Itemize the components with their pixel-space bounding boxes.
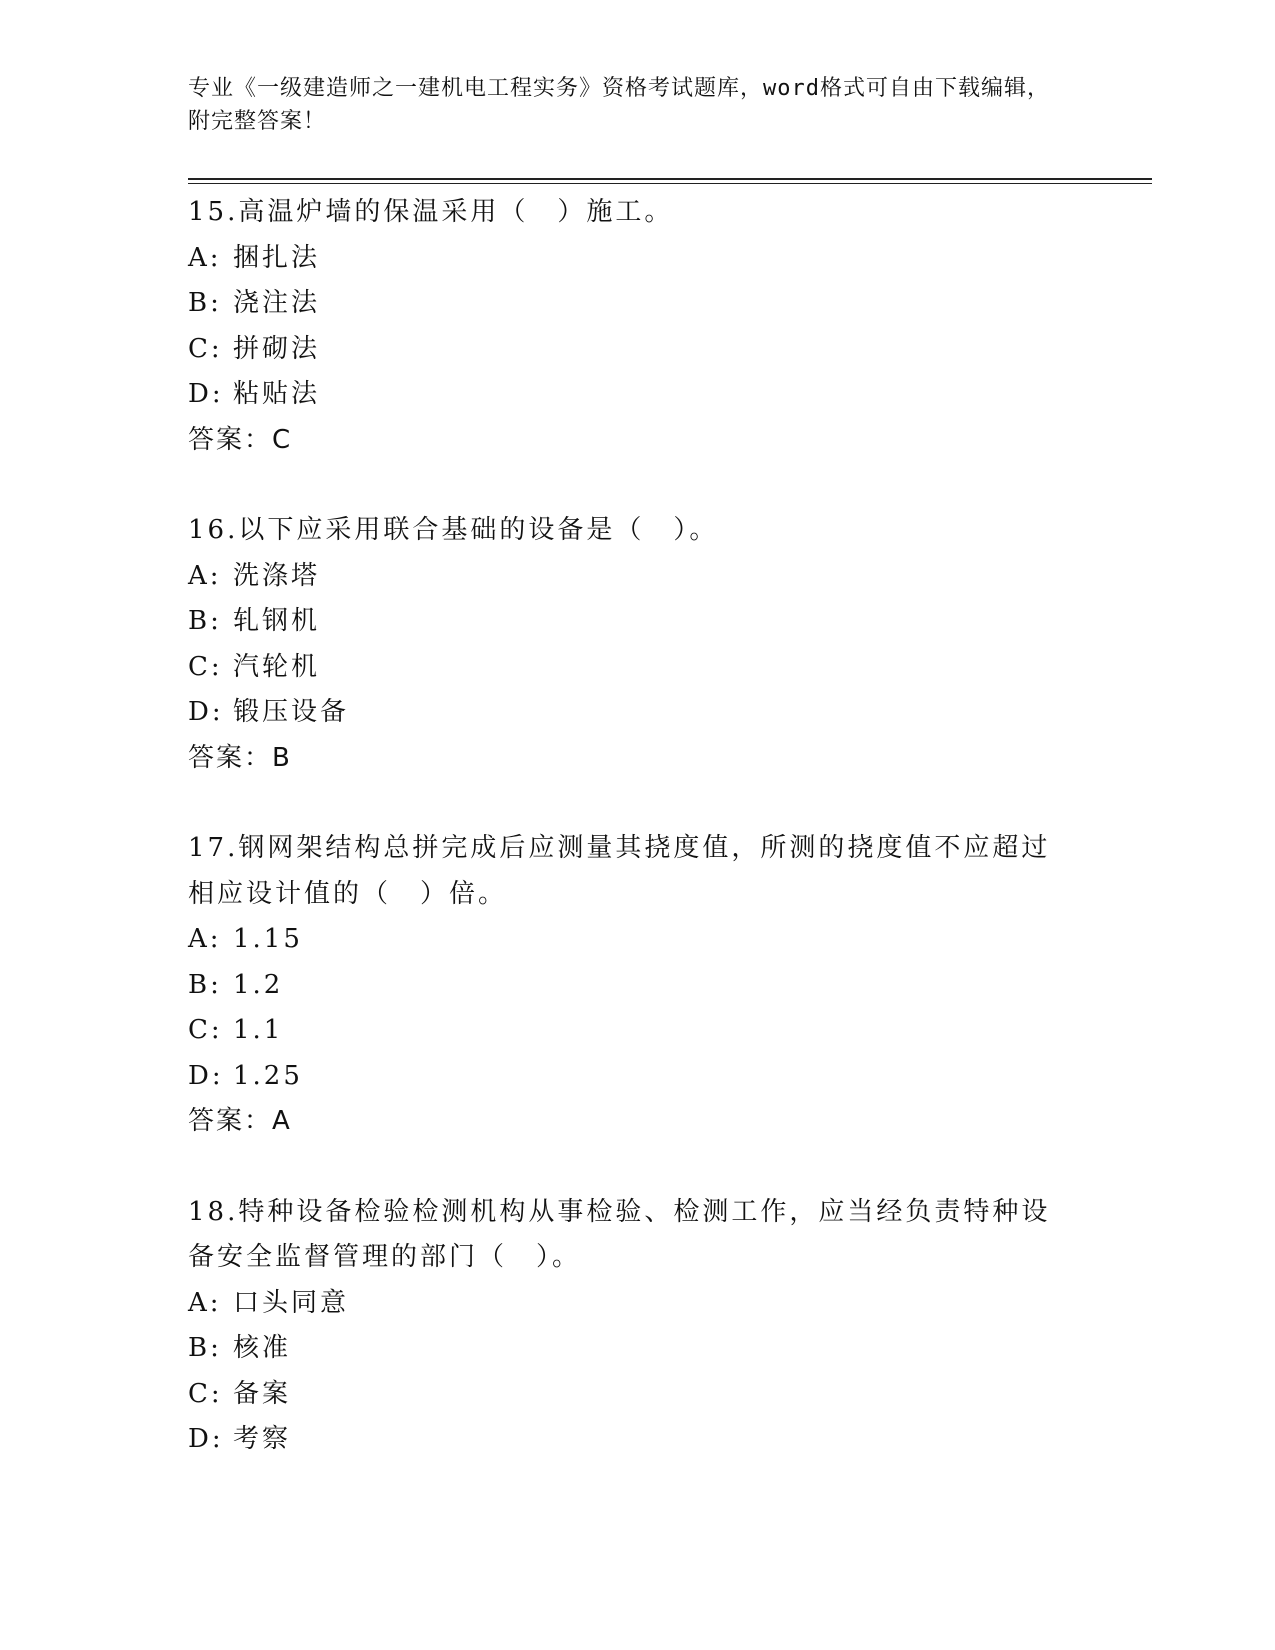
question-18 bbox=[188, 1190, 1088, 1463]
option-text: 洗涤塔 bbox=[233, 560, 321, 591]
option-b bbox=[188, 1326, 1088, 1372]
option-c bbox=[188, 645, 1088, 691]
option-text: 考察 bbox=[233, 1424, 292, 1454]
option-key: D: bbox=[188, 379, 224, 409]
option-key: D: bbox=[188, 697, 224, 727]
option-key: B: bbox=[188, 1333, 222, 1363]
question-stem: 17.钢网架结构总拼完成后应测量其挠度值，所测的挠度值不应超过相应设计值的（ ）倍。 bbox=[188, 833, 1051, 909]
option-text: 1.25 bbox=[233, 1060, 303, 1091]
option-b bbox=[188, 281, 1088, 327]
header-divider-thick bbox=[188, 178, 1152, 180]
option-key: C: bbox=[188, 1015, 223, 1045]
option-text: 核准 bbox=[233, 1333, 292, 1363]
option-c bbox=[188, 1372, 1088, 1418]
option-key: C: bbox=[188, 651, 223, 682]
document-intro: 专业《一级建造师之一建机电工程实务》资格考试题库，word格式可自由下载编辑，附完整答案！ bbox=[188, 76, 1050, 134]
answer-line: 答案：A bbox=[188, 1106, 292, 1136]
question-list bbox=[188, 190, 1088, 1508]
question-17 bbox=[188, 826, 1088, 1145]
option-d bbox=[188, 372, 1088, 418]
question-stem: 18.特种设备检验检测机构从事检验、检测工作，应当经负责特种设备安全监督管理的部门（ ）。 bbox=[188, 1196, 1051, 1272]
option-key: B: bbox=[188, 288, 222, 318]
question-16 bbox=[188, 508, 1088, 781]
question-stem: 15.高温炉墙的保温采用（ ）施工。 bbox=[188, 197, 674, 227]
header-divider-thin bbox=[188, 183, 1152, 184]
option-text: 轧钢机 bbox=[233, 606, 321, 636]
option-key: A: bbox=[188, 560, 222, 591]
option-text: 锻压设备 bbox=[233, 697, 350, 727]
option-text: 汽轮机 bbox=[233, 651, 321, 682]
option-d bbox=[188, 1417, 1088, 1463]
option-key: A: bbox=[188, 924, 222, 954]
option-key: D: bbox=[188, 1424, 224, 1454]
option-a bbox=[188, 917, 1088, 963]
option-text: 浇注法 bbox=[233, 288, 321, 318]
option-key: C: bbox=[188, 333, 223, 364]
option-key: A: bbox=[188, 242, 222, 273]
option-text: 粘贴法 bbox=[233, 379, 321, 409]
option-a bbox=[188, 236, 1088, 282]
option-d bbox=[188, 690, 1088, 736]
option-key: A: bbox=[188, 1287, 222, 1318]
option-a bbox=[188, 1281, 1088, 1327]
answer-line: 答案：C bbox=[188, 424, 293, 455]
option-text: 拼砌法 bbox=[233, 333, 321, 364]
question-stem: 16.以下应采用联合基础的设备是（ ）。 bbox=[188, 515, 719, 545]
option-text: 1.1 bbox=[233, 1015, 284, 1045]
option-text: 口头同意 bbox=[233, 1287, 350, 1318]
option-text: 捆扎法 bbox=[233, 242, 321, 273]
option-b bbox=[188, 963, 1088, 1009]
option-text: 备案 bbox=[233, 1378, 292, 1409]
option-b bbox=[188, 599, 1088, 645]
option-c bbox=[188, 327, 1088, 373]
option-c bbox=[188, 1008, 1088, 1054]
option-key: B: bbox=[188, 606, 222, 636]
option-text: 1.2 bbox=[233, 969, 284, 1000]
option-a bbox=[188, 554, 1088, 600]
option-key: C: bbox=[188, 1378, 223, 1409]
question-15 bbox=[188, 190, 1088, 463]
option-key: D: bbox=[188, 1060, 224, 1091]
answer-line: 答案：B bbox=[188, 742, 292, 773]
option-key: B: bbox=[188, 969, 222, 1000]
option-text: 1.15 bbox=[233, 924, 303, 954]
option-d bbox=[188, 1054, 1088, 1100]
